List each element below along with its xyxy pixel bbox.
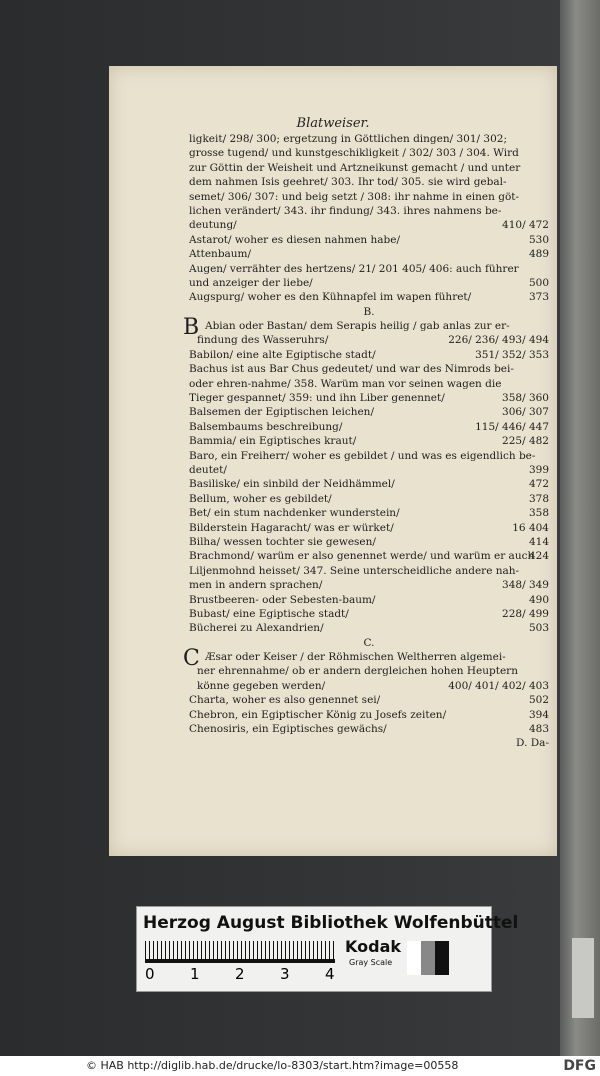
scale-tick-label: 1 xyxy=(190,965,200,983)
index-entry xyxy=(189,233,549,247)
index-entry xyxy=(189,492,549,506)
entry-text: Astarot/ woher es diesen nahmen habe/ xyxy=(189,233,401,246)
entry-text: Augen/ verrähter des hertzens/ 21/ 201 405/ 406: auch führer xyxy=(189,262,519,275)
entry-text: Babilon/ eine alte Egiptische stadt/ xyxy=(189,348,376,361)
index-entry xyxy=(189,362,549,376)
page-references: 400/ 401/ 402/ 403 xyxy=(448,679,549,692)
scale-ruler-bar xyxy=(145,959,335,963)
page-references: 358 xyxy=(528,507,549,520)
page-references: 225/ 482 xyxy=(502,435,549,448)
entry-text: Attenbaum/ xyxy=(189,248,252,261)
entry-text: Bellum, woher es gebildet/ xyxy=(189,492,332,505)
section-letter xyxy=(189,636,549,650)
page-references: 490 xyxy=(528,593,549,606)
page-references: 530 xyxy=(528,233,549,246)
entry-text: Chenosiris, ein Egiptisches gewächs/ xyxy=(189,723,387,736)
entry-text: Brachmond/ warüm er also genennet werde/ und warüm er auch xyxy=(189,550,535,563)
entry-text: grosse tugend/ und kunstgeschikligkeit / 302/ 303 / 304. Wird xyxy=(189,147,519,160)
entry-text: deutet/ xyxy=(189,463,227,476)
page-references: 414 xyxy=(528,535,549,548)
index-entry xyxy=(189,247,549,261)
index-entry xyxy=(189,377,549,391)
index-entry xyxy=(189,405,549,419)
library-name: Herzog August Bibliothek Wolfenbüttel xyxy=(143,913,519,933)
entry-text: lichen verändert/ 343. ihr findung/ 343. ihres nahmens be- xyxy=(189,204,502,217)
entry-text: C. xyxy=(363,636,375,649)
entry-text: men in andern sprachen/ xyxy=(189,579,323,592)
entry-text: Bammia/ ein Egiptisches kraut/ xyxy=(189,435,357,448)
scale-tick-label: 4 xyxy=(325,965,335,983)
page-references: 16 404 xyxy=(512,521,549,534)
entry-text: Abian oder Bastan/ dem Serapis heilig / gab anlas zur er- xyxy=(205,320,510,333)
page-references: 472 xyxy=(528,478,549,491)
entry-text: und anzeiger der liebe/ xyxy=(189,276,313,289)
entry-text: B. xyxy=(363,305,375,318)
index-entry xyxy=(189,736,549,750)
index-entry xyxy=(189,535,549,549)
index-entry xyxy=(189,434,549,448)
page-references: D. Da- xyxy=(516,737,549,750)
swatch-black xyxy=(435,941,449,975)
index-entry xyxy=(189,679,549,693)
index-entry xyxy=(189,132,549,146)
page-references: 483 xyxy=(528,723,549,736)
index-entry xyxy=(189,204,549,218)
library-label-card xyxy=(136,906,519,992)
side-calibration-strip xyxy=(572,938,594,1018)
index-entry xyxy=(189,521,549,535)
index-entry xyxy=(189,693,549,707)
index-entry xyxy=(189,218,549,232)
index-entry xyxy=(189,607,549,621)
index-entry xyxy=(189,708,549,722)
page-references: 500 xyxy=(528,276,549,289)
section-letter xyxy=(189,305,549,319)
entry-text: Charta, woher es also genennet sei/ xyxy=(189,694,381,707)
scale-tick-label: 0 xyxy=(145,965,155,983)
index-entry xyxy=(189,506,549,520)
scale-tick-label: 3 xyxy=(280,965,290,983)
entry-text: Balsembaums beschreibung/ xyxy=(189,420,343,433)
entry-text: Chebron, ein Egiptischer König zu Josefs zeiten/ xyxy=(189,708,447,721)
entry-text: findung des Wasseruhrs/ xyxy=(197,334,329,347)
page-references: 358/ 360 xyxy=(502,392,549,405)
entry-text: Bet/ ein stum nachdenker wunderstein/ xyxy=(189,507,400,520)
page-references: 228/ 499 xyxy=(502,607,549,620)
entry-text: Tieger gespannet/ 359: und ihn Liber genennet/ xyxy=(189,392,445,405)
page-references: 410/ 472 xyxy=(502,219,549,232)
page-references: 378 xyxy=(528,492,549,505)
page-references: 226/ 236/ 493/ 494 xyxy=(448,334,549,347)
entry-text: Liljenmohnd heisset/ 347. Seine unterscheidliche andere nah- xyxy=(189,564,520,577)
index-entry xyxy=(189,593,549,607)
book-page xyxy=(109,66,557,856)
entry-text: ner ehrennahme/ ob er andern dergleichen hohen Heuptern xyxy=(197,665,518,678)
index-entry xyxy=(189,420,549,434)
index-entry xyxy=(189,722,549,736)
index-entry xyxy=(189,391,549,405)
gray-scale-caption: Gray Scale xyxy=(349,958,393,967)
index-entry xyxy=(189,549,549,563)
entry-text: Augspurg/ woher es den Kühnapfel im wapen führet/ xyxy=(189,291,472,304)
entry-text: dem nahmen Isis geehret/ 303. Ihr tod/ 305. sie wird gebal- xyxy=(189,176,507,189)
index-entry xyxy=(189,449,549,463)
entry-text: könne gegeben werden/ xyxy=(197,679,326,692)
page-references: 394 xyxy=(528,708,549,721)
index-entry xyxy=(189,477,549,491)
scale-tick-label: 2 xyxy=(235,965,245,983)
index-entry xyxy=(189,290,549,304)
initial-capital: B xyxy=(183,315,200,341)
page-references: 306/ 307 xyxy=(502,406,549,419)
initial-capital: C xyxy=(183,646,200,672)
entry-text: Bücherei zu Alexandrien/ xyxy=(189,622,324,635)
copyright-link[interactable]: © HAB http://diglib.hab.de/drucke/lo-8303/start.htm?image=00558 xyxy=(86,1059,459,1072)
swatch-gray xyxy=(421,941,435,975)
page-references: 115/ 446/ 447 xyxy=(475,420,549,433)
index-lines xyxy=(183,132,549,751)
index-entry xyxy=(189,348,549,362)
index-entry xyxy=(189,564,549,578)
index-entry xyxy=(189,175,549,189)
entry-text: Æsar oder Keiser / der Röhmischen Weltherren algemei- xyxy=(205,651,506,664)
entry-text: Bubast/ eine Egiptische stadt/ xyxy=(189,607,349,620)
entry-text: Brustbeeren- oder Sebesten-baum/ xyxy=(189,593,376,606)
entry-text: Baro, ein Freiherr/ woher es gebildet / und was es eigendlich be- xyxy=(189,449,536,462)
page-references: 348/ 349 xyxy=(502,579,549,592)
dfg-logo: DFG xyxy=(563,1058,596,1074)
entry-text: oder ehren-nahme/ 358. Warüm man vor seinen wagen die xyxy=(189,377,502,390)
entry-text: Bachus ist aus Bar Chus gedeutet/ und war des Nimrods bei- xyxy=(189,363,514,376)
page-references: 351/ 352/ 353 xyxy=(475,348,549,361)
page-references: 502 xyxy=(528,694,549,707)
entry-text: semet/ 306/ 307: und beig setzt / 308: ihr nahme in einen göt- xyxy=(189,190,520,203)
index-entry xyxy=(189,262,549,276)
entry-text: Balsemen der Egiptischen leichen/ xyxy=(189,406,374,419)
index-entry xyxy=(189,621,549,635)
index-entry xyxy=(189,161,549,175)
kodak-brand: Kodak xyxy=(345,937,401,956)
index-entry xyxy=(189,190,549,204)
index-entry xyxy=(189,146,549,160)
index-entry xyxy=(189,664,549,678)
page-references: 503 xyxy=(528,622,549,635)
index-entry xyxy=(189,463,549,477)
index-entry xyxy=(189,578,549,592)
page-references: 489 xyxy=(528,248,549,261)
page-header: Blatweiser. xyxy=(296,116,370,131)
index-entry xyxy=(189,276,549,290)
entry-text: Bilderstein Hagaracht/ was er würket/ xyxy=(189,521,394,534)
entry-text: Bilha/ wessen tochter sie gewesen/ xyxy=(189,535,376,548)
entry-text: ligkeit/ 298/ 300; ergetzung in Göttlichen dingen/ 301/ 302; xyxy=(189,133,507,145)
index-entry xyxy=(189,333,549,347)
page-references: 373 xyxy=(528,291,549,304)
page-references: 424 xyxy=(528,550,549,563)
entry-text: zur Göttin der Weisheit und Artzneikunst gemacht / und unter xyxy=(189,161,521,174)
entry-text: Basiliske/ ein sinbild der Neidhämmel/ xyxy=(189,478,395,491)
scale-ruler xyxy=(145,941,335,959)
page-references: 399 xyxy=(528,463,549,476)
adjacent-page-edge xyxy=(560,0,600,1056)
footer-bar xyxy=(0,1056,600,1076)
swatch-white xyxy=(407,941,421,975)
entry-text: deutung/ xyxy=(189,219,237,232)
